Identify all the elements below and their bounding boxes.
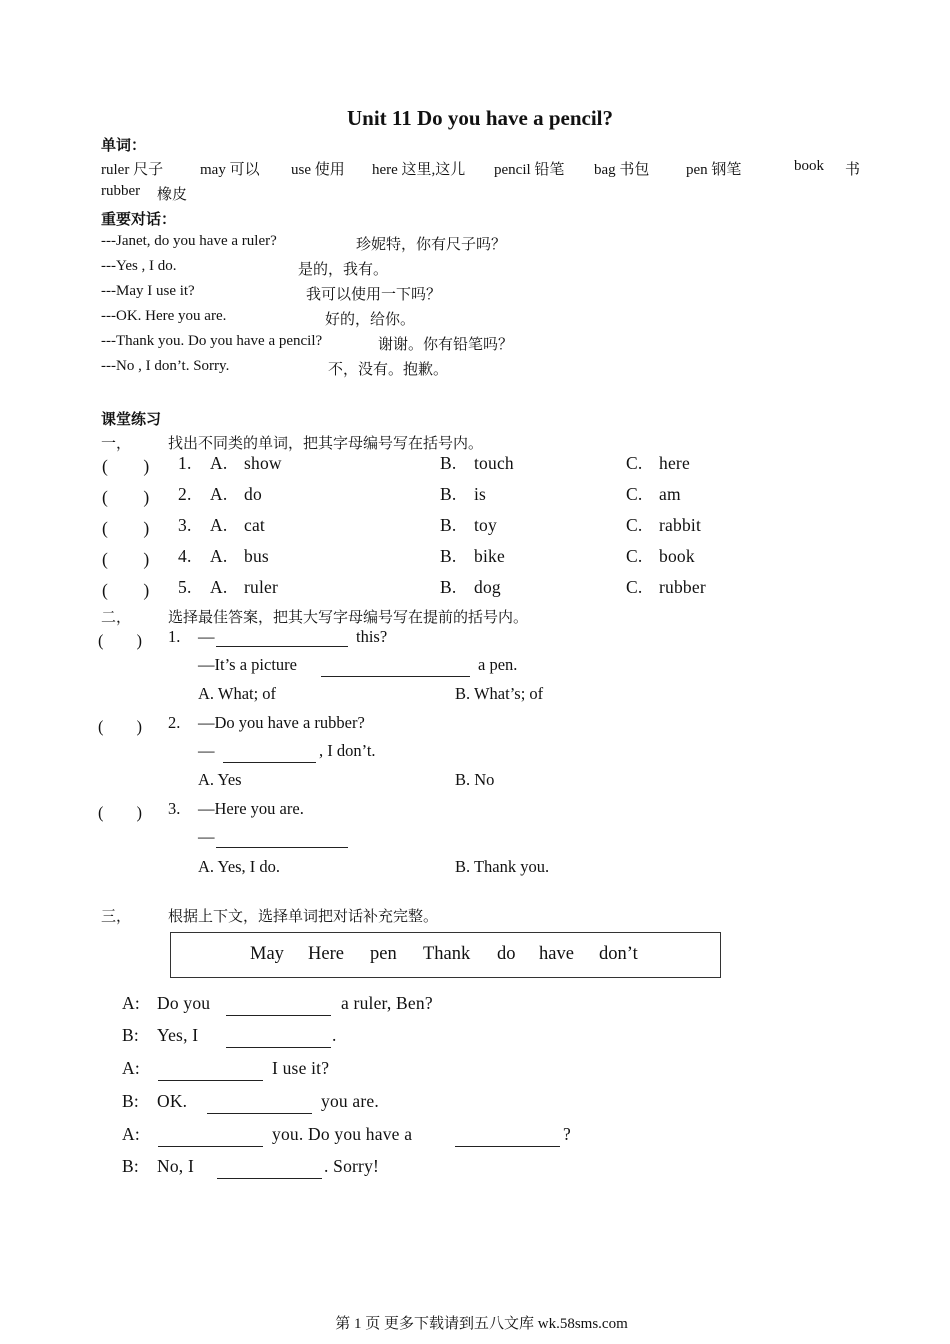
dialogue-heading: 重要对话：	[101, 212, 177, 228]
line-text: No, I	[157, 1156, 194, 1176]
option-b: B. No	[455, 770, 495, 789]
answer-blank[interactable]	[158, 1079, 263, 1081]
option-c-word: rabbit	[659, 515, 702, 535]
line-text: you. Do you have a	[272, 1124, 413, 1144]
vocab-word: pen 钢笔	[686, 162, 742, 178]
section3-instruction: 根据上下文，选择单词把对话补充完整。	[168, 909, 439, 925]
option-b-word: is	[474, 484, 487, 504]
answer-blank[interactable]	[216, 645, 348, 647]
answer-blank[interactable]	[216, 846, 348, 848]
dialogue-zh: 谢谢。你有铅笔吗？	[378, 337, 514, 353]
item-number: 1.	[178, 453, 192, 473]
answer-blank[interactable]	[217, 1177, 322, 1179]
dialogue-zh: 不，没有。抱歉。	[328, 362, 449, 378]
answer-paren[interactable]: ( )	[102, 518, 150, 538]
answer-blank[interactable]	[226, 1014, 331, 1016]
option-a-label: A.	[210, 577, 228, 597]
dialogue-en: ---No , I don’t. Sorry.	[101, 358, 230, 374]
option-a: A. Yes, I do.	[198, 857, 281, 876]
word-bank-item: Here	[308, 944, 344, 964]
question-text: this?	[356, 627, 388, 646]
answer-blank[interactable]	[226, 1046, 331, 1048]
dialogue-en: ---May I use it?	[101, 283, 195, 299]
line-text: you are.	[321, 1091, 379, 1111]
dash: —	[198, 827, 215, 846]
question-number: 3.	[168, 799, 181, 818]
speaker-label: B:	[122, 1091, 139, 1111]
vocab-word: rubber	[101, 183, 141, 199]
option-b: B. Thank you.	[455, 857, 550, 876]
option-a-label: A.	[210, 453, 228, 473]
answer-blank[interactable]	[455, 1145, 560, 1147]
line-text: Do you	[157, 993, 211, 1013]
dialogue-en: ---Yes , I do.	[101, 258, 177, 274]
answer-paren[interactable]: ( )	[98, 717, 142, 736]
question-text: , I don’t.	[319, 741, 376, 760]
section1-number: 一，	[101, 436, 132, 452]
dialogue-zh: 是的，我有。	[298, 262, 389, 278]
answer-blank[interactable]	[321, 675, 470, 677]
option-a-label: A.	[210, 515, 228, 535]
dialogue-en: ---Thank you. Do you have a pencil?	[101, 333, 323, 349]
line-text: OK.	[157, 1091, 188, 1111]
word-bank-item: do	[497, 944, 516, 964]
question-text: —Do you have a rubber?	[198, 713, 365, 732]
answer-blank[interactable]	[223, 761, 316, 763]
section2-instruction: 选择最佳答案，把其大写字母编号写在提前的括号内。	[168, 610, 529, 626]
line-text: ?	[563, 1124, 571, 1144]
option-a-label: A.	[210, 546, 228, 566]
word-bank-item: pen	[370, 944, 397, 964]
practice-heading: 课堂练习	[101, 412, 162, 428]
option-b-word: dog	[474, 577, 501, 597]
option-a: A. Yes	[198, 770, 242, 789]
question-number: 2.	[168, 713, 181, 732]
option-b-label: B.	[440, 577, 457, 597]
option-c-word: book	[659, 546, 695, 566]
question-text: —It’s a picture	[198, 655, 297, 674]
vocab-word: book	[794, 158, 824, 174]
option-a-label: A.	[210, 484, 228, 504]
option-c-word: am	[659, 484, 681, 504]
dialogue-en: ---OK. Here you are.	[101, 308, 227, 324]
option-a: A. What; of	[198, 684, 277, 703]
question-number: 1.	[168, 627, 181, 646]
dialogue-en: ---Janet, do you have a ruler?	[101, 233, 277, 249]
option-c-label: C.	[626, 515, 643, 535]
answer-blank[interactable]	[158, 1145, 263, 1147]
dash: —	[198, 741, 215, 760]
question-text: a pen.	[478, 655, 518, 674]
vocab-heading: 单词：	[101, 138, 147, 154]
option-c-label: C.	[626, 453, 643, 473]
vocab-word: bag 书包	[594, 162, 650, 178]
option-b-word: bike	[474, 546, 505, 566]
speaker-label: A:	[122, 993, 140, 1013]
option-a-word: cat	[244, 515, 265, 535]
dash: —	[198, 627, 215, 646]
option-c-word: rubber	[659, 577, 706, 597]
option-a-word: do	[244, 484, 262, 504]
vocab-word: use 使用	[291, 162, 345, 178]
section1-instruction: 找出不同类的单词，把其字母编号写在括号内。	[168, 436, 484, 452]
answer-blank[interactable]	[207, 1112, 312, 1114]
vocab-word: may 可以	[200, 162, 260, 178]
vocab-word: ruler 尺子	[101, 162, 164, 178]
option-c-word: here	[659, 453, 690, 473]
option-b-label: B.	[440, 546, 457, 566]
speaker-label: A:	[122, 1124, 140, 1144]
dialogue-zh: 我可以使用一下吗？	[306, 287, 442, 303]
answer-paren[interactable]: ( )	[98, 803, 142, 822]
page-title: Unit 11 Do you have a pencil?	[346, 106, 614, 130]
option-c-label: C.	[626, 577, 643, 597]
speaker-label: B:	[122, 1025, 139, 1045]
option-a-word: show	[244, 453, 282, 473]
word-bank-item: don’t	[599, 944, 638, 964]
word-bank-item: Thank	[423, 944, 471, 964]
line-text: a ruler, Ben?	[341, 993, 433, 1013]
line-text: . Sorry!	[324, 1156, 380, 1176]
option-a-word: bus	[244, 546, 269, 566]
item-number: 3.	[178, 515, 192, 535]
option-b-label: B.	[440, 453, 457, 473]
dialogue-zh: 珍妮特，你有尺子吗？	[356, 237, 507, 253]
answer-paren[interactable]: ( )	[102, 580, 150, 600]
answer-paren[interactable]: ( )	[102, 456, 150, 476]
word-bank-item: have	[539, 944, 574, 964]
item-number: 4.	[178, 546, 192, 566]
vocab-word: 书	[845, 162, 861, 178]
section3-number: 三，	[101, 909, 132, 925]
item-number: 2.	[178, 484, 192, 504]
speaker-label: A:	[122, 1058, 140, 1078]
vocab-word: here 这里,这儿	[372, 162, 466, 178]
word-bank-item: May	[250, 944, 284, 964]
option-b-label: B.	[440, 515, 457, 535]
section2-number: 二，	[101, 610, 132, 626]
word-bank	[170, 932, 721, 978]
line-text: Yes, I	[157, 1025, 199, 1045]
speaker-label: B:	[122, 1156, 139, 1176]
line-text: .	[332, 1025, 337, 1045]
option-b-word: touch	[474, 453, 514, 473]
vocab-word: pencil 铅笔	[494, 162, 565, 178]
vocab-word: 橡皮	[157, 187, 188, 203]
item-number: 5.	[178, 577, 192, 597]
page-footer: 第 1 页 更多下载请到五八文库 wk.58sms.com	[335, 1316, 628, 1332]
answer-paren[interactable]: ( )	[102, 549, 150, 569]
option-c-label: C.	[626, 546, 643, 566]
option-b: B. What’s; of	[455, 684, 544, 703]
question-text: —Here you are.	[198, 799, 304, 818]
line-text: I use it?	[272, 1058, 330, 1078]
answer-paren[interactable]: ( )	[102, 487, 150, 507]
option-b-label: B.	[440, 484, 457, 504]
option-c-label: C.	[626, 484, 643, 504]
dialogue-zh: 好的，给你。	[325, 312, 416, 328]
option-b-word: toy	[474, 515, 497, 535]
answer-paren[interactable]: ( )	[98, 631, 142, 650]
option-a-word: ruler	[244, 577, 279, 597]
